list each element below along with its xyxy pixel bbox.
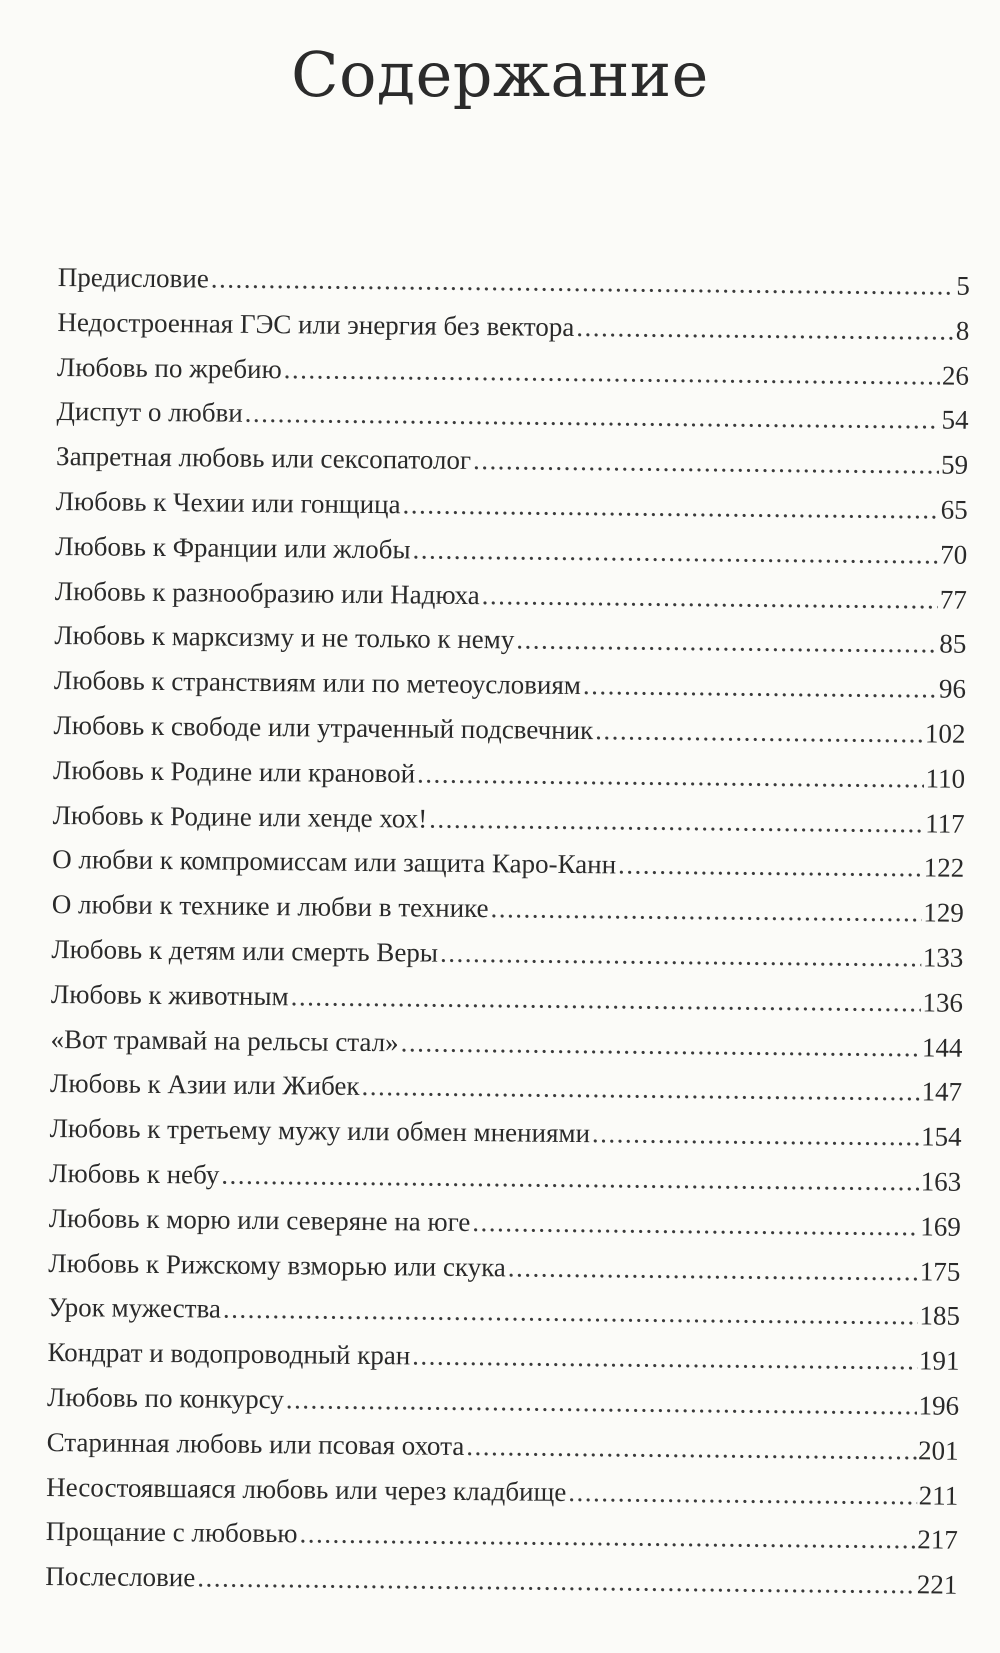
- toc-entry-page-number: 196: [918, 1390, 960, 1421]
- dot-leader: [592, 1118, 919, 1152]
- dot-leader: [440, 938, 921, 974]
- toc-entry-page-number: 110: [925, 763, 966, 794]
- dot-leader: [473, 445, 939, 480]
- toc-entry-title: Любовь к Чехии или гонщица: [55, 485, 401, 520]
- toc-entry-page-number: 175: [919, 1255, 961, 1287]
- dot-leader: [466, 1431, 916, 1466]
- toc-entry-title: Старинная любовь или псовая охота: [46, 1426, 465, 1461]
- toc-entry-page-number: 122: [923, 852, 965, 884]
- page-title: Содержание: [291, 38, 709, 111]
- dot-leader: [568, 1476, 917, 1510]
- dot-leader: [284, 354, 941, 391]
- toc-entry-page-number: 133: [922, 942, 964, 973]
- toc-entry-title: Предисловие: [57, 262, 209, 294]
- dot-leader: [508, 1252, 918, 1287]
- toc-entry-title: «Вот трамвай на рельсы стал»: [50, 1023, 399, 1057]
- toc-entry-page-number: 77: [939, 584, 967, 615]
- dot-leader: [595, 715, 923, 749]
- toc-entry-page-number: 211: [918, 1479, 959, 1511]
- toc-entry-page-number: 169: [920, 1211, 961, 1242]
- toc-entry: [45, 1561, 957, 1615]
- toc-entry-title: Любовь по конкурсу: [46, 1381, 285, 1415]
- dot-leader: [299, 1519, 915, 1556]
- dot-leader: [361, 1071, 919, 1107]
- toc-entry-title: Несостоявшаяся любовь или через кладбище: [46, 1471, 567, 1507]
- toc-entry-title: Любовь к третьему мужу или обмен мнениями: [49, 1113, 591, 1149]
- toc-entry-title: Любовь к Родине или хенде хох!: [52, 799, 428, 834]
- toc-entry-title: О любви к компромиссам или защита Каро-Канн: [52, 844, 617, 880]
- toc-entry-page-number: 191: [918, 1345, 960, 1376]
- toc-entry-title: Любовь к разнообразию или Надюха: [54, 575, 480, 610]
- toc-entry-title: Урок мужества: [47, 1292, 222, 1324]
- dot-leader: [221, 1160, 919, 1198]
- toc-entry-page-number: 65: [940, 494, 968, 525]
- dot-leader: [402, 489, 938, 525]
- toc-entry-title: Любовь к странствиям или по метеоусловиям: [53, 665, 582, 701]
- toc-entry-page-number: 5: [956, 270, 970, 301]
- toc-entry-page-number: 163: [920, 1166, 962, 1197]
- toc-entry-title: Любовь к детям или смерть Веры: [51, 933, 439, 968]
- toc-entry-title: Любовь к морю или северяне на юге: [48, 1202, 471, 1237]
- dot-leader: [618, 850, 922, 884]
- toc-entry-title: Запретная любовь или сексопатолог: [55, 441, 472, 476]
- toc-entry-title: О любви к технике и любви в технике: [51, 889, 489, 924]
- toc-entry-page-number: 26: [941, 360, 970, 391]
- toc-entry-page-number: 8: [955, 315, 970, 346]
- toc-entry-page-number: 221: [916, 1569, 958, 1600]
- toc-entry-title: Кондрат и водопроводный кран: [47, 1337, 411, 1371]
- toc-entry-title: Любовь к Родине или крановой: [52, 754, 416, 789]
- dot-leader: [490, 893, 921, 928]
- toc-entry-page-number: 201: [917, 1435, 959, 1466]
- dot-leader: [482, 580, 938, 615]
- toc-entry-page-number: 136: [922, 987, 964, 1018]
- toc-entry-page-number: 185: [919, 1300, 961, 1332]
- dot-leader: [576, 312, 954, 347]
- toc-entry-page-number: 117: [925, 807, 965, 839]
- toc-entry-page-number: 96: [938, 673, 967, 704]
- table-of-contents: [45, 262, 970, 1615]
- toc-entry-page-number: 154: [921, 1121, 962, 1152]
- toc-entry-title: Любовь по жребию: [56, 351, 282, 384]
- toc-entry-page-number: 129: [923, 897, 964, 928]
- dot-leader: [401, 1027, 921, 1063]
- toc-entry-page-number: 147: [921, 1076, 963, 1108]
- toc-entry-title: Прощание с любовью: [45, 1516, 298, 1549]
- dot-leader: [412, 1341, 917, 1377]
- dot-leader: [417, 758, 924, 794]
- toc-entry-title: Любовь к животным: [50, 978, 289, 1011]
- dot-leader: [290, 981, 920, 1018]
- toc-entry-page-number: 59: [940, 449, 969, 480]
- toc-entry-title: Любовь к Азии или Жибек: [49, 1068, 360, 1102]
- dot-leader: [286, 1384, 917, 1421]
- toc-entry-page-number: 54: [941, 404, 969, 436]
- toc-entry-page-number: 70: [940, 539, 968, 570]
- toc-entry-title: Любовь к марксизму и не только к нему: [54, 620, 515, 655]
- toc-entry-title: Недостроенная ГЭС или энергия без вектора: [57, 306, 575, 342]
- toc-entry-page-number: 217: [917, 1524, 958, 1556]
- dot-leader: [412, 534, 938, 570]
- dot-leader: [429, 803, 923, 839]
- toc-entry-title: Любовь к Франции или жлобы: [55, 530, 411, 565]
- dot-leader: [583, 670, 937, 704]
- toc-entry-page-number: 85: [939, 628, 967, 660]
- toc-entry-title: Послесловие: [45, 1561, 196, 1593]
- dot-leader: [223, 1294, 918, 1332]
- dot-leader: [516, 625, 937, 660]
- toc-entry-title: Любовь к Рижскому взморью или скука: [48, 1247, 507, 1282]
- toc-entry-page-number: 102: [924, 718, 966, 749]
- toc-entry-title: Любовь к небу: [49, 1157, 220, 1190]
- dot-leader: [245, 398, 940, 436]
- dot-leader: [197, 1563, 915, 1601]
- dot-leader: [472, 1207, 918, 1242]
- toc-entry-title: Любовь к свободе или утраченный подсвечник: [53, 709, 594, 746]
- toc-entry-title: Диспут о любви: [56, 396, 243, 429]
- toc-entry-page-number: 144: [921, 1031, 963, 1063]
- dot-leader: [211, 263, 955, 301]
